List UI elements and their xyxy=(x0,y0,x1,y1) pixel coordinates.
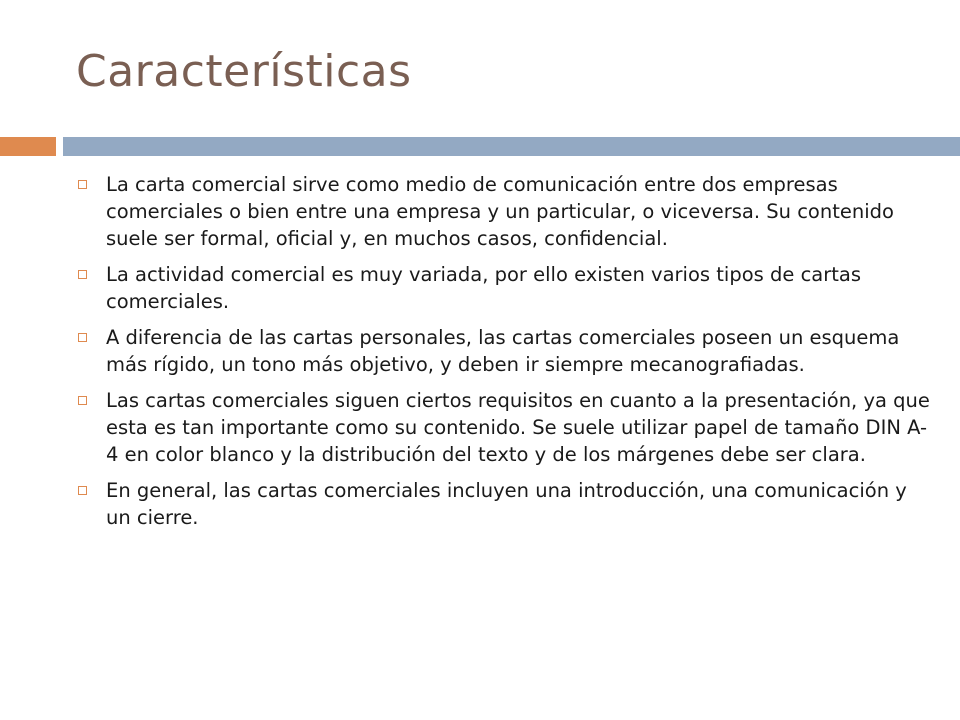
square-bullet-icon xyxy=(78,333,87,342)
bullet-text: La actividad comercial es muy variada, por ello existen varios tipos de cartas comerciales. xyxy=(106,263,862,313)
bullet-text: A diferencia de las cartas personales, las cartas comerciales poseen un esquema más rígido, un tono más objetivo, y deben ir siempre mecanografiadas. xyxy=(106,326,900,376)
square-bullet-icon xyxy=(78,486,87,495)
slide-title: Características xyxy=(76,46,412,97)
square-bullet-icon xyxy=(78,396,87,405)
accent-bar-blue xyxy=(63,137,960,156)
bullet-item xyxy=(76,387,936,468)
square-bullet-icon xyxy=(78,180,87,189)
bullet-item xyxy=(76,171,936,252)
bullet-text: La carta comercial sirve como medio de comunicación entre dos empresas comerciales o bien entre una empresa y un particular, o viceversa. Su contenido suele ser formal, oficial y, en muchos casos, confidencial. xyxy=(106,173,894,250)
bullet-text: Las cartas comerciales siguen ciertos requisitos en cuanto a la presentación, ya que esta es tan importante como su contenido. Se suele utilizar papel de tamaño DIN A-4 en color blanco y la distribución del texto y de los márgenes debe ser clara. xyxy=(106,389,930,466)
bullet-item xyxy=(76,261,936,315)
bullet-text: En general, las cartas comerciales incluyen una introducción, una comunicación y un cierre. xyxy=(106,479,907,529)
bullet-item xyxy=(76,477,936,531)
square-bullet-icon xyxy=(78,270,87,279)
accent-bar-orange xyxy=(0,137,56,156)
bullet-item xyxy=(76,324,936,378)
bullet-list xyxy=(76,171,936,540)
